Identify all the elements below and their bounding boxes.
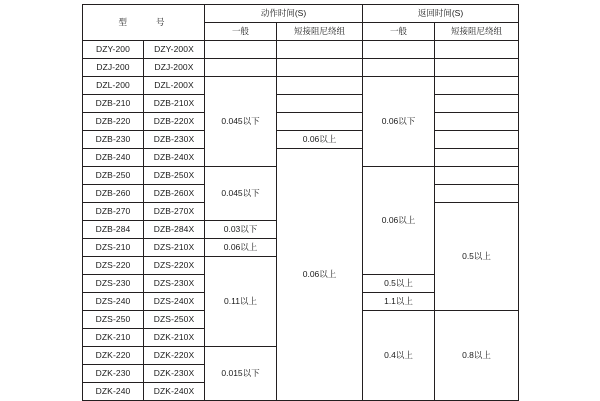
- table-header-top-row: [83, 5, 519, 23]
- cell-return-damped: [435, 95, 519, 113]
- cell-model-b: DZK-230X: [144, 365, 205, 383]
- cell-return-general: 1.1以上: [363, 293, 435, 311]
- cell-action-damped: [277, 95, 363, 113]
- cell-model-b: DZS-210X: [144, 239, 205, 257]
- cell-model-a: DZK-240: [83, 383, 144, 401]
- column-header-action-general: 一般: [205, 23, 277, 41]
- cell-action-damped: 0.06以上: [277, 149, 363, 401]
- table-row: [83, 131, 519, 149]
- cell-return-damped: [435, 131, 519, 149]
- cell-return-general: 0.5以上: [363, 275, 435, 293]
- cell-model-a: DZS-230: [83, 275, 144, 293]
- table-body: [83, 41, 519, 401]
- cell-model-a: DZB-270: [83, 203, 144, 221]
- cell-model-b: DZB-210X: [144, 95, 205, 113]
- cell-action-damped: 0.06以上: [277, 131, 363, 149]
- cell-model-a: DZJ-200: [83, 59, 144, 77]
- cell-return-general: [363, 41, 435, 59]
- cell-model-a: DZB-240: [83, 149, 144, 167]
- cell-return-damped: [435, 167, 519, 185]
- cell-model-b: DZB-230X: [144, 131, 205, 149]
- cell-model-b: DZK-220X: [144, 347, 205, 365]
- cell-action-general: 0.045以下: [205, 167, 277, 221]
- cell-model-a: DZB-284: [83, 221, 144, 239]
- column-header-action-time: 动作时间(S): [205, 5, 363, 23]
- cell-model-b: DZB-284X: [144, 221, 205, 239]
- cell-return-damped: [435, 185, 519, 203]
- cell-action-damped: [277, 77, 363, 95]
- cell-return-damped: [435, 77, 519, 95]
- column-header-return-general: 一般: [363, 23, 435, 41]
- cell-return-general: 0.06以上: [363, 167, 435, 275]
- cell-return-damped: [435, 59, 519, 77]
- table-row: [83, 77, 519, 95]
- cell-model-b: DZL-200X: [144, 77, 205, 95]
- cell-return-general: [363, 59, 435, 77]
- cell-model-b: DZB-270X: [144, 203, 205, 221]
- cell-model-a: DZB-220: [83, 113, 144, 131]
- cell-model-b: DZB-250X: [144, 167, 205, 185]
- cell-return-general: 0.06以下: [363, 77, 435, 167]
- cell-model-a: DZS-240: [83, 293, 144, 311]
- column-header-action-damped: 短接阻尼绕组: [277, 23, 363, 41]
- cell-action-general: [205, 41, 277, 59]
- cell-model-a: DZL-200: [83, 77, 144, 95]
- cell-return-general: 0.4以上: [363, 311, 435, 401]
- cell-action-general: 0.015以下: [205, 347, 277, 401]
- cell-model-a: DZB-260: [83, 185, 144, 203]
- cell-action-damped: [277, 113, 363, 131]
- cell-model-a: DZS-220: [83, 257, 144, 275]
- cell-model-b: DZK-210X: [144, 329, 205, 347]
- cell-action-general: 0.06以上: [205, 239, 277, 257]
- cell-model-a: DZB-250: [83, 167, 144, 185]
- cell-model-b: DZB-220X: [144, 113, 205, 131]
- cell-return-damped: [435, 113, 519, 131]
- cell-model-a: DZK-220: [83, 347, 144, 365]
- cell-model-b: DZB-260X: [144, 185, 205, 203]
- cell-model-a: DZK-210: [83, 329, 144, 347]
- column-header-model: 型 号: [83, 5, 205, 41]
- table-row: [83, 149, 519, 167]
- cell-return-damped: [435, 41, 519, 59]
- cell-model-a: DZB-230: [83, 131, 144, 149]
- cell-model-a: DZK-230: [83, 365, 144, 383]
- cell-model-a: DZB-210: [83, 95, 144, 113]
- cell-action-damped: [277, 59, 363, 77]
- cell-return-damped: [435, 149, 519, 167]
- cell-return-damped: 0.8以上: [435, 311, 519, 401]
- cell-model-b: DZK-240X: [144, 383, 205, 401]
- table-row: [83, 113, 519, 131]
- cell-model-a: DZS-210: [83, 239, 144, 257]
- cell-model-b: DZS-220X: [144, 257, 205, 275]
- table-row: [83, 41, 519, 59]
- cell-model-b: DZJ-200X: [144, 59, 205, 77]
- cell-model-a: DZY-200: [83, 41, 144, 59]
- cell-model-b: DZS-230X: [144, 275, 205, 293]
- cell-action-damped: [277, 41, 363, 59]
- cell-action-general: 0.11以上: [205, 257, 277, 347]
- column-header-return-time: 返回时间(S): [363, 5, 519, 23]
- cell-model-b: DZS-240X: [144, 293, 205, 311]
- cell-return-damped: 0.5以上: [435, 203, 519, 311]
- table-row: [83, 95, 519, 113]
- relay-timing-table: [82, 4, 519, 401]
- cell-model-a: DZS-250: [83, 311, 144, 329]
- column-header-return-damped: 短接阻尼绕组: [435, 23, 519, 41]
- cell-action-general: 0.045以下: [205, 77, 277, 167]
- cell-model-b: DZS-250X: [144, 311, 205, 329]
- cell-action-general: [205, 59, 277, 77]
- cell-model-b: DZY-200X: [144, 41, 205, 59]
- cell-model-b: DZB-240X: [144, 149, 205, 167]
- table-row: [83, 59, 519, 77]
- cell-action-general: 0.03以下: [205, 221, 277, 239]
